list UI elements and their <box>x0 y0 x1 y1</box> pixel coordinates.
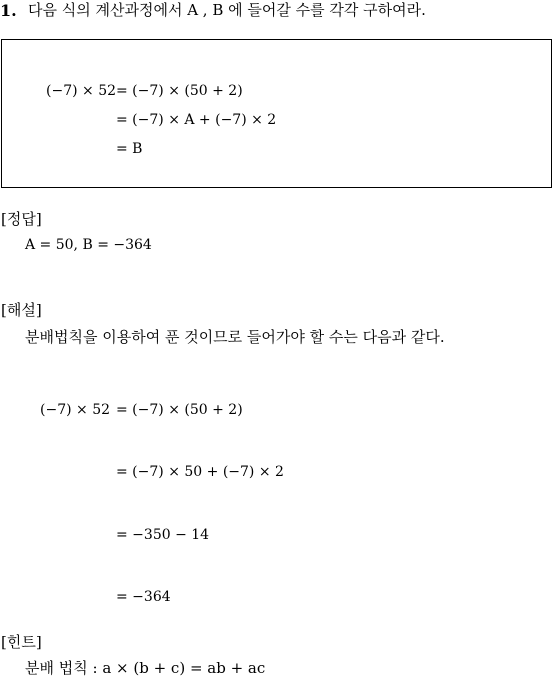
explanation-text: 분배법칙을 이용하여 푼 것이므로 들어가야 할 수는 다음과 같다. <box>25 328 445 346</box>
explanation-line3-rhs: = −350 − 14 <box>116 527 210 543</box>
answer-text: A = 50, B = −364 <box>25 237 152 253</box>
box-line1-lhs: (−7) × 52 <box>46 83 117 99</box>
hint-heading: [힌트] <box>1 633 42 651</box>
box-line3-rhs: = B <box>116 141 143 157</box>
box-line1-rhs: = (−7) × (50 + 2) <box>116 83 243 99</box>
explanation-line1-rhs: = (−7) × (50 + 2) <box>116 402 243 418</box>
hint-text: 분배 법칙 : a × (b + c) = ab + ac <box>25 659 266 677</box>
question-text: 다음 식의 계산과정에서 A , B 에 들어갈 수를 각각 구하여라. <box>28 1 426 19</box>
explanation-line2-rhs: = (−7) × 50 + (−7) × 2 <box>116 464 284 480</box>
box-line2-rhs: = (−7) × A + (−7) × 2 <box>116 112 277 128</box>
question-number: 1. <box>0 1 17 20</box>
explanation-line1-lhs: (−7) × 52 <box>40 402 111 418</box>
explanation-heading: [해설] <box>1 301 42 319</box>
answer-heading: [정답] <box>1 210 42 228</box>
calculation-box <box>1 39 552 188</box>
explanation-line4-rhs: = −364 <box>116 589 171 605</box>
